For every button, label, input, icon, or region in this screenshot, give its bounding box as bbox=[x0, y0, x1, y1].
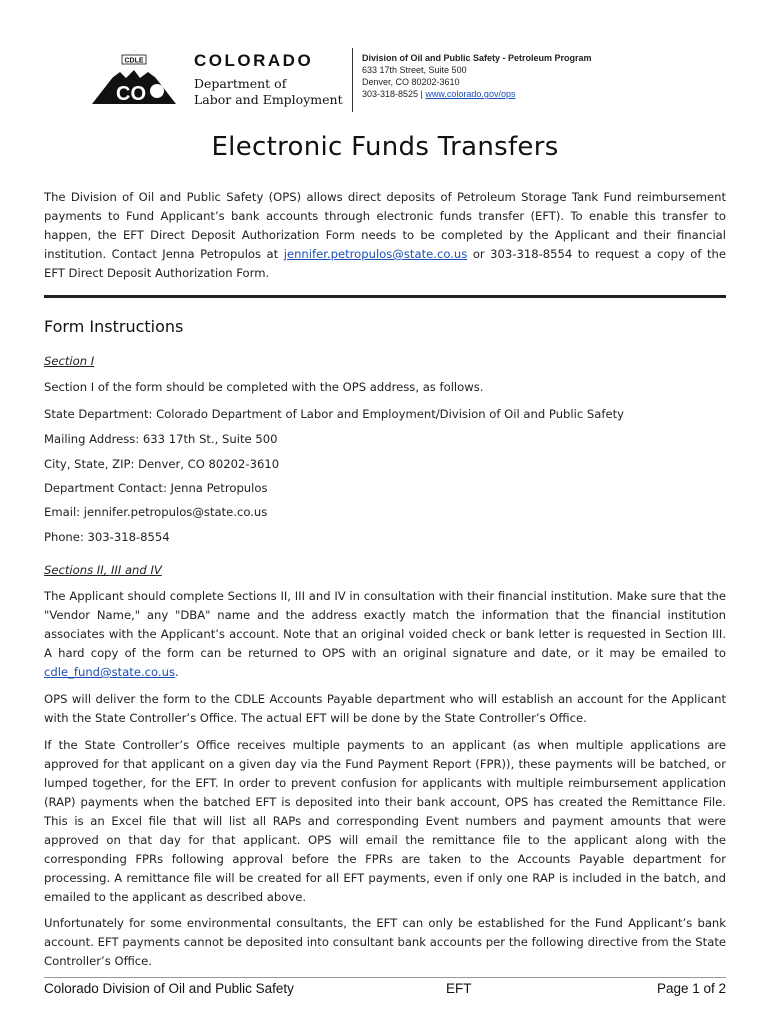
division-title: Division of Oil and Public Safety - Petroleum Program bbox=[362, 53, 592, 63]
address-line-2: Denver, CO 80202-3610 bbox=[362, 77, 460, 87]
sections-2-4-heading: Sections II, III and IV bbox=[44, 563, 162, 577]
dept-line-1: Department of bbox=[194, 76, 287, 91]
sections-paragraph-2: OPS will deliver the form to the CDLE Accounts Payable department who will establish an account for the Applicant with the State Controller’s Office. The actual EFT will be done by the State Controller’s Office. bbox=[44, 692, 726, 725]
sections-paragraph-1 bbox=[44, 587, 726, 682]
section-1-heading: Section I bbox=[44, 354, 95, 368]
mountain-logo-icon bbox=[84, 48, 184, 110]
header-divider bbox=[352, 48, 353, 112]
page-title: Electronic Funds Transfers bbox=[211, 132, 559, 162]
form-instructions-heading: Form Instructions bbox=[44, 317, 184, 336]
section-1-line: Email: jennifer.petropulos@state.co.us bbox=[44, 505, 268, 519]
section-1-line: Department Contact: Jenna Petropulos bbox=[44, 481, 268, 495]
page-footer bbox=[44, 977, 726, 1000]
phone-website-line bbox=[362, 88, 592, 100]
sections-paragraph-4: Unfortunately for some environmental consultants, the EFT can only be established for the Fund Applicant’s bank account. EFT payments cannot be deposited into consultant bank accounts per the following directive from the State Controller’s Office. bbox=[44, 916, 726, 968]
header-phone: 303-318-8525 | bbox=[362, 89, 423, 99]
division-contact-block bbox=[362, 52, 592, 100]
footer-left: Colorado Division of Oil and Public Safety bbox=[44, 981, 294, 996]
sections-paragraph-3: If the State Controller’s Office receives multiple payments to an applicant (as when multiple applications are approved for that applicant on a given day via the Fund Payment Report (FPR)), these payments will be batched, or lumped together, for the EFT. In order to prevent confusion for applicants with multiple reimbursement application (RAP) payments when the batched EFT is deposited into their bank account, OPS has created the Remittance File. This is an Excel file that will list all RAPs and corresponding Event numbers and payment amounts that were approved on that day for that applicant. OPS will email the remittance file to the applicant along with the corresponding FPRs following approval before the FPRs are taken to the Accounts Payable department for processing. A remittance file will be created for all EFT payments, even if only one RAP is included in the batch, and emailed to the applicant as described above. bbox=[44, 738, 726, 904]
para1-end: . bbox=[175, 665, 179, 679]
website-link[interactable]: www.colorado.gov/ops bbox=[425, 89, 516, 99]
section-1-intro: Section I of the form should be completed with the OPS address, as follows. bbox=[44, 380, 484, 394]
footer-page-number: Page 1 of 2 bbox=[656, 981, 726, 996]
address-line-1: 633 17th Street, Suite 500 bbox=[362, 65, 467, 75]
intro-text: The Division of Oil and Public Safety (OPS) allows direct deposits of Petroleum Storage Tank Fund reimbursement payments to Fund Applicant’s bank accounts through electronic funds transfer (EFT). To enable this transfer to happen, the EFT Direct Deposit Authorization Form needs to be completed by the Applicant and their financial institution. Contact Jenna Petropulos at bbox=[44, 190, 726, 261]
section-1-line: Mailing Address: 633 17th St., Suite 500 bbox=[44, 432, 278, 446]
state-name: COLORADO bbox=[194, 51, 314, 70]
contact-email-link[interactable]: jennifer.petropulos@state.co.us bbox=[283, 247, 468, 261]
intro-text-after: or 303-318-8554 to request a copy of the EFT Direct Deposit Authorization Form. bbox=[44, 247, 727, 280]
logo-badge-text: CDLE bbox=[124, 57, 144, 65]
section-divider bbox=[44, 295, 726, 298]
intro-paragraph bbox=[44, 188, 726, 283]
logo-letters: CO bbox=[116, 83, 146, 105]
cdle-logo bbox=[84, 48, 184, 110]
dept-line-2: Labor and Employment bbox=[194, 92, 343, 107]
para1-text: The Applicant should complete Sections II, III and IV in consultation with their financial institution. Make sure that the "Vendor Name," any "DBA" name and the address exactly match the information that the financial institution associates with the Applicant’s account. Note that an original voided check or bank letter is requested in Section III. A hard copy of the form can be returned to OPS with an original signature and date, or it may be emailed to bbox=[44, 589, 726, 660]
section-1-line: State Department: Colorado Department of Labor and Employment/Division of Oil and Public Safety bbox=[44, 407, 624, 421]
section-1-line: City, State, ZIP: Denver, CO 80202-3610 bbox=[44, 457, 280, 471]
section-1-line: Phone: 303-318-8554 bbox=[44, 530, 170, 544]
footer-middle: EFT bbox=[446, 981, 472, 996]
cdle-fund-email-link[interactable]: cdle_fund@state.co.us bbox=[44, 665, 176, 679]
letterhead bbox=[84, 48, 704, 114]
